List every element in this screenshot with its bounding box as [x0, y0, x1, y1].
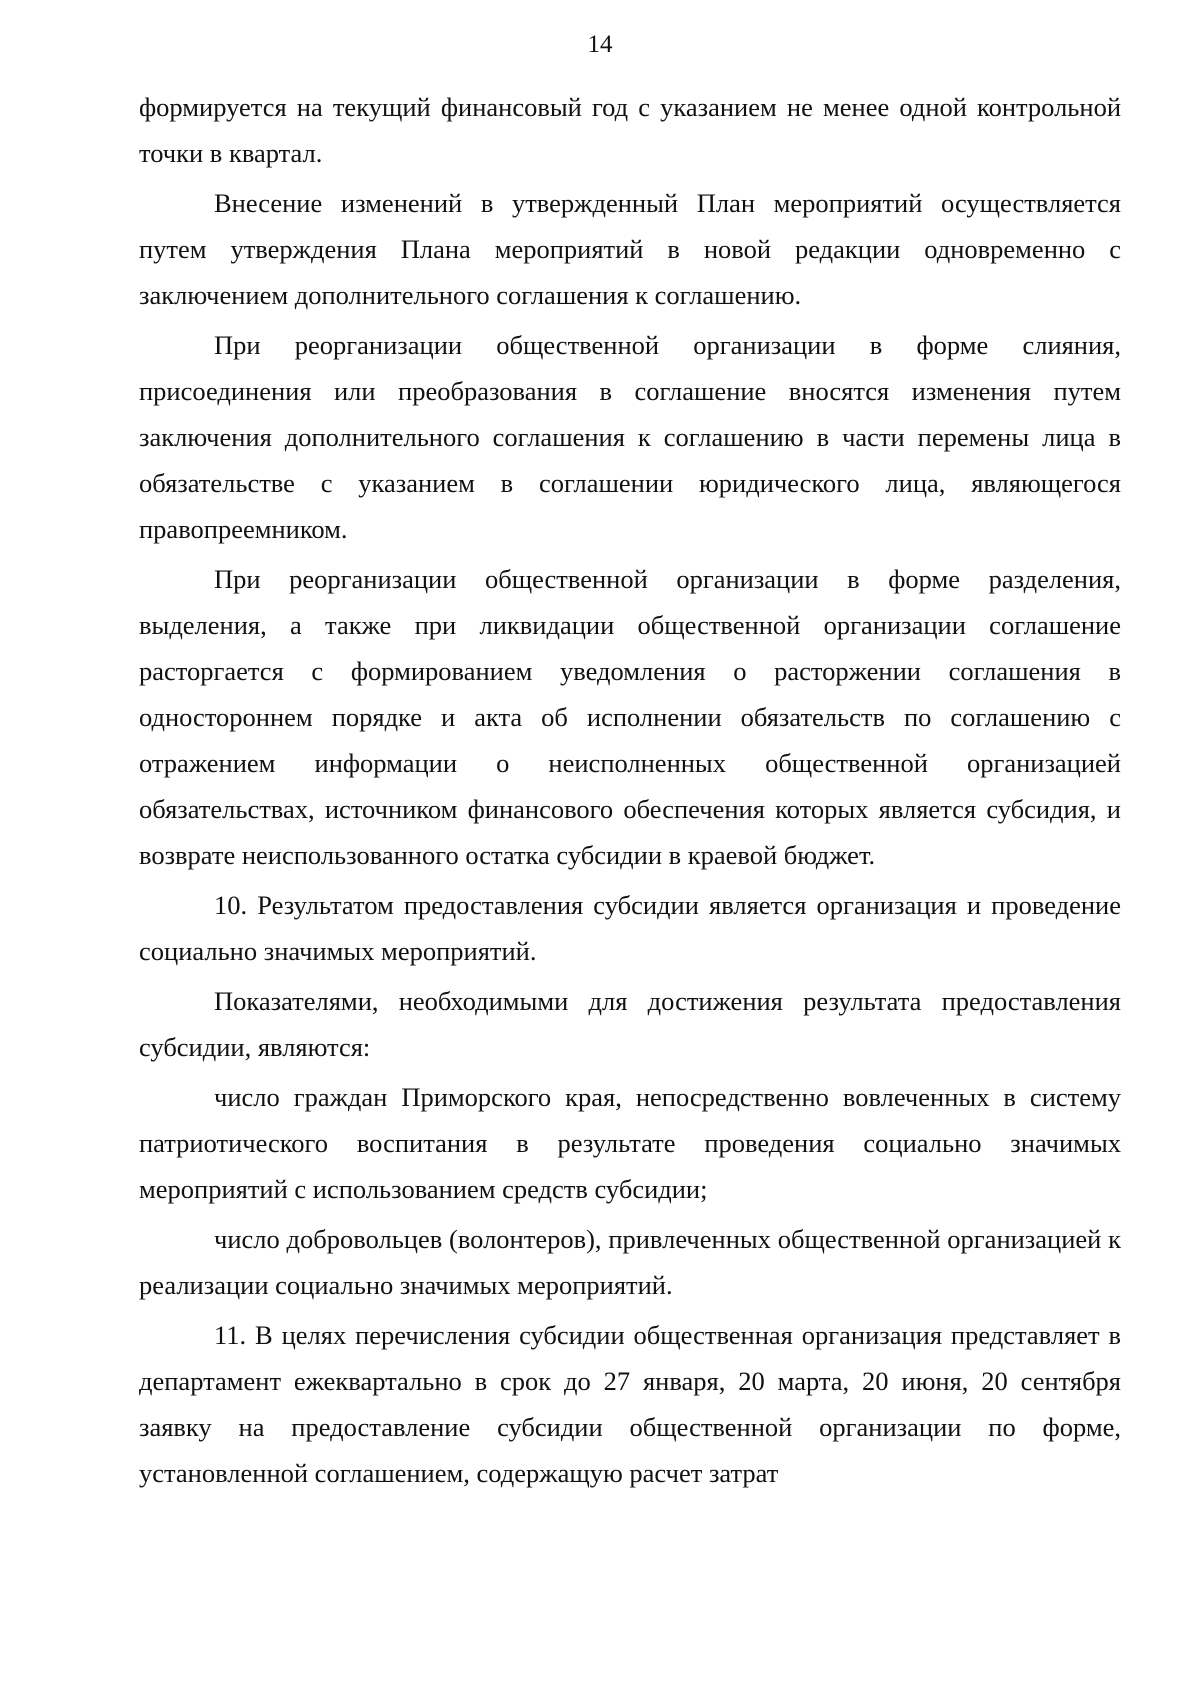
paragraph-indicators: Показателями, необходимыми для достижения результата предоставления субсидии, являются: — [139, 986, 1121, 1062]
paragraph-reorganization-merger: При реорганизации общественной организации в форме слияния, присоединения или преобразования в соглашение вносятся изменения путем заключения дополнительного соглашения к соглашению в части перемены лица в обязательстве с указанием в соглашении юридического лица, являющегося правопреемником. — [139, 330, 1121, 544]
paragraph-reorganization-division: При реорганизации общественной организации в форме разделения, выделения, а также при ликвидации общественной организации соглашение расторгается с формированием уведомления о расторжении соглашения в одностороннем порядке и акта об исполнении обязательств по соглашению с отражением информации о неисполненных общественной организацией обязательствах, источником финансового обеспечения которых является субсидия, и возврате неиспользованного остатка субсидии в краевой бюджет. — [139, 564, 1121, 870]
paragraph-indicator-citizens: число граждан Приморского края, непосредственно вовлеченных в систему патриотического воспитания в результате проведения социально значимых мероприятий с использованием средств субсидии; — [139, 1082, 1121, 1204]
page-number: 14 — [587, 31, 613, 58]
document-body — [139, 84, 1121, 1500]
paragraph-plan-changes: Внесение изменений в утвержденный План мероприятий осуществляется путем утверждения Плана мероприятий в новой редакции одновременно с заключением дополнительного соглашения к соглашению. — [139, 188, 1121, 310]
paragraph-continuation: формируется на текущий финансовый год с указанием не менее одной контрольной точки в квартал. — [139, 92, 1121, 168]
paragraph-indicator-volunteers: число добровольцев (волонтеров), привлеченных общественной организацией к реализации социально значимых мероприятий. — [139, 1224, 1121, 1300]
paragraph-transfer-11: 11. В целях перечисления субсидии общественная организация представляет в департамент ежеквартально в срок до 27 января, 20 марта, 20 июня, 20 сентября заявку на предоставление субсидии общественной организации по форме, установленной соглашением, содержащую расчет затрат — [139, 1320, 1121, 1488]
paragraph-result-10: 10. Результатом предоставления субсидии является организация и проведение социально значимых мероприятий. — [139, 890, 1121, 966]
